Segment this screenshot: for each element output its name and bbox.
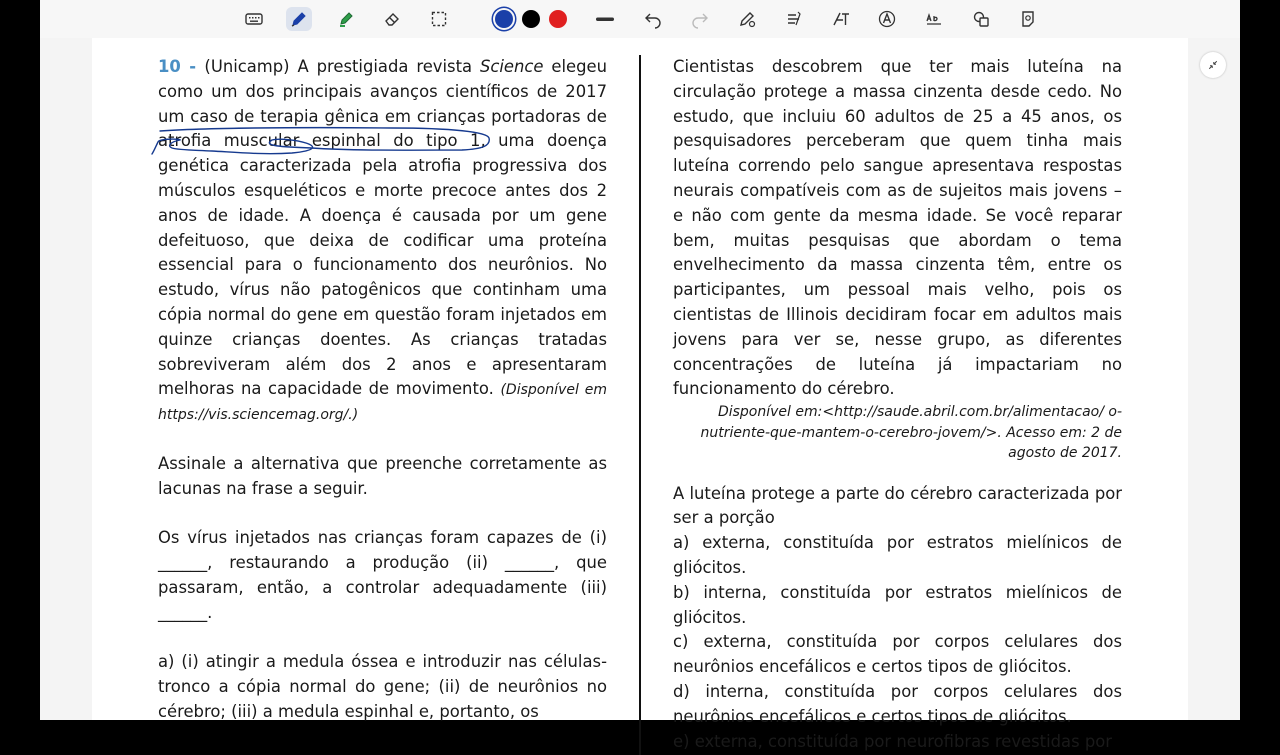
font-icon[interactable]	[874, 7, 900, 31]
question-11-text: A luteína protege a parte do cérebro caracterizada por ser a porção	[673, 483, 1122, 528]
color-red-swatch[interactable]	[549, 10, 567, 28]
keyboard-icon[interactable]	[241, 7, 267, 31]
article-text: Cientistas descobrem que ter mais luteína na circulação protege a massa cinzenta desde cedo. No estudo, que incluiu 60 adultos de 25 a 45 anos, os pesquisadores perceberam que quem tinha mais luteína correndo pelo sangue apresentava respostas neurais compatíveis com as de sujeitos mais jovens – e não com gente da mesma idade. Se você reparar bem, muitas pesquisas que abordam o tema envelhecimento da massa cinzenta têm, entre os participantes, um pessoal mais velho, pois os cientistas de Illinois decidiram focar em adultos mais jovens para ver se, nesse grupo, as diferentes concentrações de luteína já impactariam no funcionamento do cérebro.	[673, 57, 1122, 399]
fill-blanks-text: Os vírus injetados nas crianças foram capazes de (i) ______, restaurando a produção (ii) ______, que passaram, então, a controlar adequadamente (iii) ______.	[158, 528, 607, 622]
left-column	[158, 55, 607, 725]
eraser-icon[interactable]	[379, 7, 405, 31]
text-box-icon[interactable]	[921, 7, 947, 31]
pen-settings-icon[interactable]	[734, 7, 760, 31]
question-dash: -	[180, 57, 205, 76]
undo-icon[interactable]	[640, 7, 666, 31]
right-column	[673, 55, 1122, 754]
note-app	[40, 0, 1240, 751]
question-source: (Disponível em https://vis.sciencemag.org/.)	[158, 382, 607, 424]
option-e: e) externa, constituída por neurofibras revestidas por	[673, 731, 1113, 751]
instruction-text: Assinale a alternativa que preenche corretamente as lacunas na frase a seguir.	[158, 453, 607, 498]
sticker-icon[interactable]	[1015, 7, 1041, 31]
science-title: Science	[479, 57, 544, 76]
option-a: a) externa, constituída por estratos mielínicos de gliócitos.	[673, 533, 1122, 578]
article-source: Disponível em:<http://saude.abril.com.br/alimentacao/ o-nutriente-que-mantem-o-cerebro-jovem/>. Acesso em: 2 de agosto de 2017.	[700, 404, 1122, 462]
document-page[interactable]	[92, 38, 1188, 751]
option-b: b) interna, constituída por estratos mielínicos de gliócitos.	[673, 582, 1122, 627]
question-body: elegeu como um dos principais avanços científicos de 2017 um caso de terapia gênica em crianças portadoras de atrofia muscular espinhal do tipo 1, uma doença genética caracterizada pela atrofia progressiva dos músculos esqueléticos e morte precoce antes dos 2 anos de idade. A doença é causada por um gene defeituoso, que deixa de codificar uma proteína essencial para o funcionamento dos neurônios. No estudo, vírus não patogênicos que continham uma cópia normal do gene em questão foram injetados em quinze crianças doentes. As crianças tratadas sobreviveram além dos 2 anos e apresentaram melhoras na capacidade de movimento.	[158, 57, 607, 399]
redo-icon[interactable]	[687, 7, 713, 31]
text-edit-icon[interactable]	[781, 7, 807, 31]
column-divider	[639, 55, 641, 755]
color-black-swatch[interactable]	[522, 10, 540, 28]
highlighter-icon[interactable]	[333, 7, 359, 31]
question-10-text	[158, 55, 607, 427]
option-c: c) externa, constituída por corpos celulares dos neurônios encefálicos e certos tipos de gliócitos.	[673, 632, 1122, 677]
stroke-width-icon[interactable]	[592, 7, 618, 31]
color-blue-swatch[interactable]	[495, 10, 513, 28]
lasso-select-icon[interactable]	[426, 7, 452, 31]
shapes-icon[interactable]	[968, 7, 994, 31]
pen-icon[interactable]	[286, 7, 312, 31]
option-d: d) interna, constituída por corpos celulares dos neurônios encefálicos e certos tipos de gliócitos.	[673, 682, 1122, 726]
question-intro: (Unicamp) A prestigiada revista	[204, 57, 480, 76]
text-tool-icon[interactable]	[828, 7, 854, 31]
collapse-icon[interactable]	[1200, 52, 1226, 78]
question-number: 10	[158, 57, 181, 76]
toolbar	[40, 0, 1240, 38]
option-a: a) (i) atingir a medula óssea e introduzir nas células-tronco a cópia normal do gene; (ii) de neurônios no cérebro; (iii) a medula espinhal e, portanto, os	[158, 652, 607, 721]
